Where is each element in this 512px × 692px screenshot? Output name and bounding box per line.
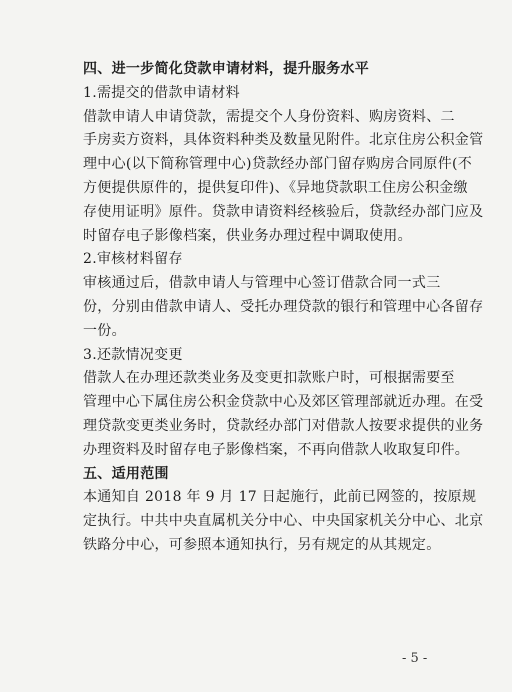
subsection-1-title: 1.需提交的借款申请材料 xyxy=(83,84,240,101)
subsection-2-title: 2.审核材料留存 xyxy=(83,251,183,268)
paragraph-line: 时留存电子影像档案，供业务办理过程中调取使用。 xyxy=(83,227,412,244)
paragraph-line: 一份。 xyxy=(83,322,126,339)
paragraph-line: 手房卖方资料，具体资料种类及数量见附件。北京住房公积金管 xyxy=(83,132,484,149)
paragraph-line: 定执行。中共中央直属机关分中心、中央国家机关分中心、北京 xyxy=(83,513,484,530)
paragraph-line: 审核通过后，借款申请人与管理中心签订借款合同一式三 xyxy=(83,275,441,292)
paragraph-line: 借款人在办理还款类业务及变更扣款账户时，可根据需要至 xyxy=(83,370,455,387)
paragraph-line: 方便提供原件的，提供复印件)、《异地贷款职工住房公积金缴 xyxy=(83,179,468,196)
paragraph-line: 理中心(以下简称管理中心)贷款经办部门留存购房合同原件(不 xyxy=(83,156,473,173)
paragraph-line: 份，分别由借款申请人、受托办理贷款的银行和管理中心各留存 xyxy=(83,298,484,315)
document-body xyxy=(83,58,484,558)
section-4-heading: 四、进一步简化贷款申请材料，提升服务水平 xyxy=(83,61,369,77)
paragraph-line: 本通知自 2018 年 9 月 17 日起施行，此前已网签的，按原规 xyxy=(83,489,477,506)
paragraph-line: 存使用证明》原件。贷款申请资料经核验后，贷款经办部门应及 xyxy=(83,203,484,220)
section-5-heading: 五、适用范围 xyxy=(83,465,169,482)
page-number: - 5 - xyxy=(402,651,428,666)
paragraph-line: 理贷款变更类业务时，贷款经办部门对借款人按要求提供的业务 xyxy=(83,417,484,434)
subsection-3-title: 3.还款情况变更 xyxy=(83,346,183,363)
paragraph-line: 管理中心下属住房公积金贷款中心及郊区管理部就近办理。在受 xyxy=(83,394,484,411)
paragraph-line: 借款申请人申请贷款，需提交个人身份资料、购房资料、二 xyxy=(83,108,455,125)
paragraph-line: 铁路分中心，可参照本通知执行，另有规定的从其规定。 xyxy=(83,536,441,553)
paragraph-line: 办理资料及时留存电子影像档案，不再向借款人收取复印件。 xyxy=(83,441,470,458)
